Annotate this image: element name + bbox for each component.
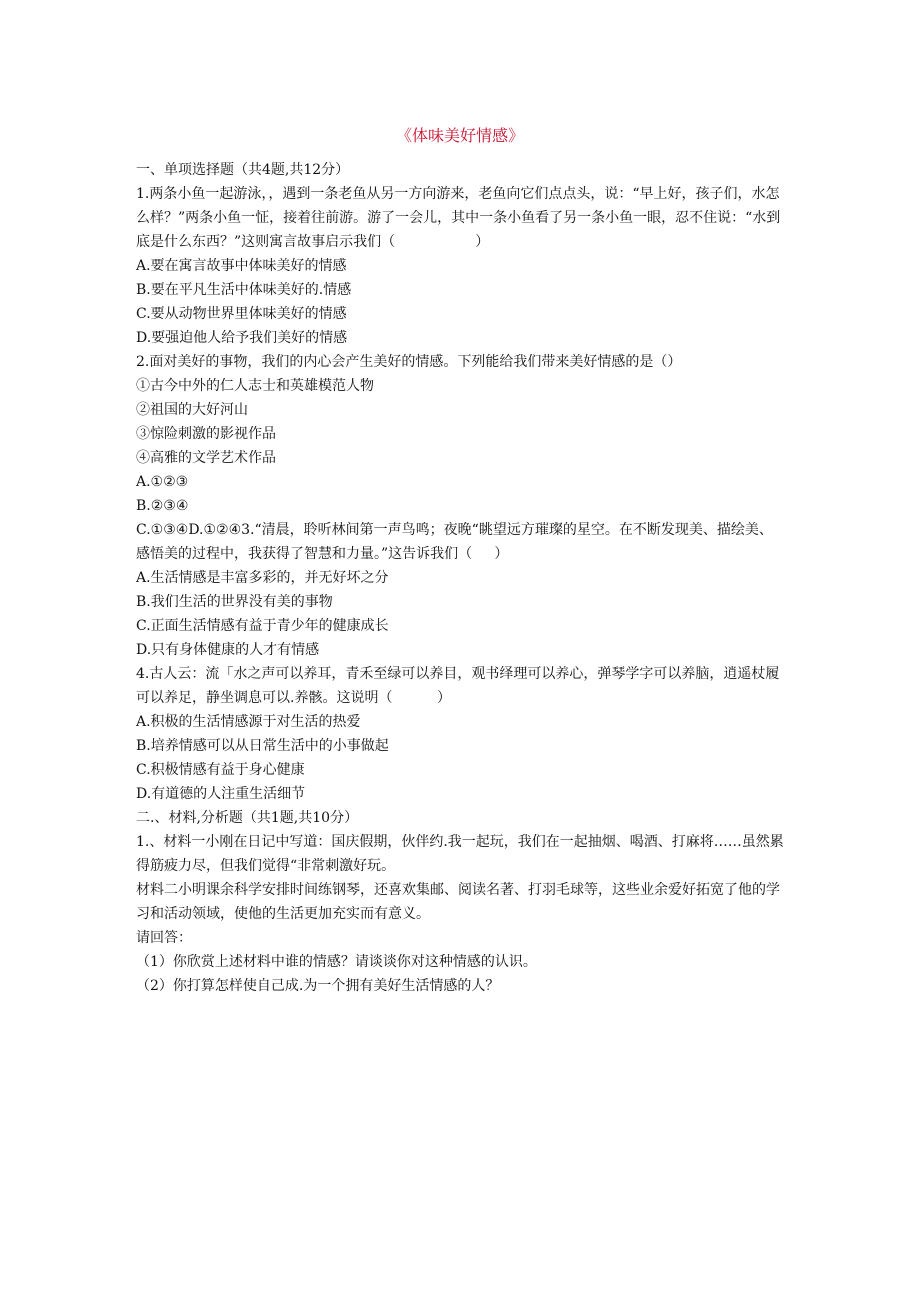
question-4-option-a: A.积极的生活情感源于对生活的热爱 [136, 714, 361, 730]
document-body [136, 158, 786, 998]
question-2-item-4: ④高雅的文学艺术作品 [136, 450, 276, 466]
material-two: 材料二小明课余科学安排时间练钢琴，还喜欢集邮、阅读名著、打羽毛球等，这些业余爱好拓宽了他的学习和活动领域，使他的生活更加充实而有意义。 [136, 882, 780, 922]
document-title: 《体味美好情感》 [395, 126, 524, 145]
question-4-option-b: B.培养情感可以从日常生活中的小事做起 [136, 738, 389, 754]
question-3-option-a: A.生活情感是丰富多彩的，并无好坏之分 [136, 570, 389, 586]
question-2-option-a: A.①②③ [136, 474, 189, 490]
question-3-option-c: C.正面生活情感有益于青少年的健康成长 [136, 618, 389, 634]
question-4-option-d: D.有道德的人注重生活细节 [136, 786, 306, 802]
section-heading-material-analysis: 二.、材料,分析题（共1题,共10分） [136, 810, 359, 826]
question-1-option-c: C.要从动物世界里体味美好的情感 [136, 306, 347, 322]
sub-question-2: （2）你打算怎样使自己成.为一个拥有美好生活情感的人？ [136, 978, 500, 994]
question-4-option-c: C.积极情感有益于身心健康 [136, 762, 305, 778]
question-1-option-b: B.要在平凡生活中体味美好的.情感 [136, 282, 352, 298]
question-4-text: 4.古人云：流「水之声可以养耳，青禾至绿可以养目，观书绎理可以养心，弹琴学字可以养脑，逍遥杖履可以养足，静坐调息可以.养骸。这说明（ ） [136, 666, 780, 706]
material-one: 1.、材料一小刚在日记中写道：国庆假期，伙伴约.我一起玩，我们在一起抽烟、喝酒、打麻将……虽然累得筋疲力尽，但我们觉得“非常刺激好玩。 [136, 834, 784, 874]
question-3-text: C.①③④D.①②④3.“清晨，聆听林间第一声鸟鸣；夜晚“眺望远方璀璨的星空。在不断发现美、描绘美、感悟美的过程中，我获得了智慧和力量。”这告诉我们（ ） [136, 522, 773, 562]
question-2-item-3: ③惊险刺激的影视作品 [136, 426, 276, 442]
question-2-option-b: B.②③④ [136, 498, 189, 514]
question-3-option-b: B.我们生活的世界没有美的事物 [136, 594, 333, 610]
question-1-text: 1.两条小鱼一起游泳，，遇到一条老鱼从另一方向游来，老鱼向它们点点头，说：“早上好，孩子们，水怎么样？”两条小鱼一怔，接着往前游。游了一会儿，其中一条小鱼看了另一条小鱼一眼，忍不住说：“水到底是什么东西？”这则寓言故事启示我们（ ） [136, 186, 781, 250]
question-2-item-2: ②祖国的大好河山 [136, 402, 248, 418]
section-heading-single-choice: 一、单项选择题（共4题,共12分） [136, 162, 350, 178]
answer-prompt: 请回答： [136, 930, 192, 946]
sub-question-1: （1）你欣赏上述材料中谁的情感？请谈谈你对这种情感的认识。 [136, 954, 537, 970]
question-3-option-d: D.只有身体健康的人才有情感 [136, 642, 320, 658]
question-2-text: 2.面对美好的事物，我们的内心会产生美好的情感。下列能给我们带来美好情感的是（） [136, 354, 682, 370]
question-1-option-a: A.要在寓言故事中体味美好的情感 [136, 258, 347, 274]
question-2-item-1: ①古今中外的仁人志士和英雄模范人物 [136, 378, 374, 394]
question-1-option-d: D.要强迫他人给予我们美好的情感 [136, 330, 348, 346]
